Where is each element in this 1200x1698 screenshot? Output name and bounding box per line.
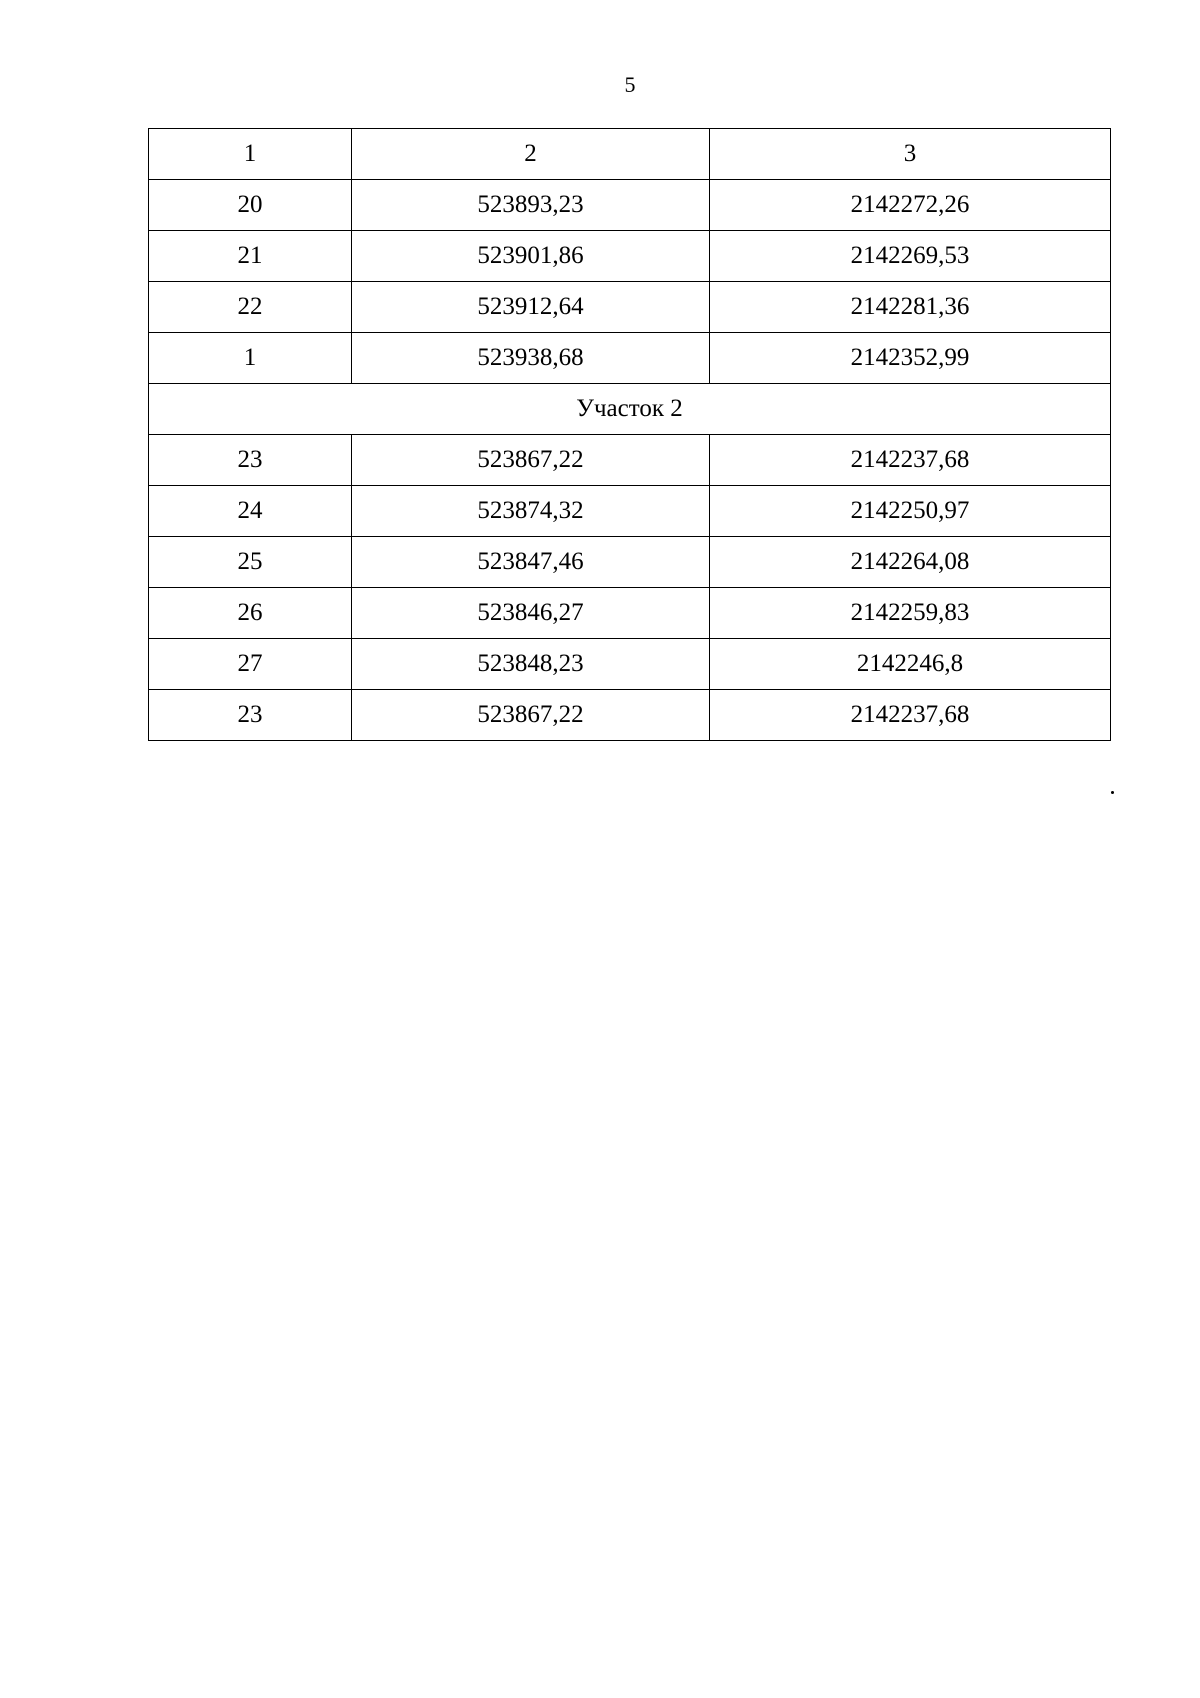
x-coordinate: 523867,22 [352, 435, 710, 486]
table-row [149, 588, 1111, 639]
x-coordinate: 523867,22 [352, 690, 710, 741]
x-coordinate: 523874,32 [352, 486, 710, 537]
y-coordinate: 2142272,26 [710, 180, 1111, 231]
y-coordinate: 2142269,53 [710, 231, 1111, 282]
point-number: 23 [149, 690, 352, 741]
column-number-1: 1 [149, 129, 352, 180]
x-coordinate: 523847,46 [352, 537, 710, 588]
point-number: 20 [149, 180, 352, 231]
table-row [149, 690, 1111, 741]
point-number: 1 [149, 333, 352, 384]
point-number: 22 [149, 282, 352, 333]
y-coordinate: 2142246,8 [710, 639, 1111, 690]
table-row [149, 537, 1111, 588]
column-number-2: 2 [352, 129, 710, 180]
table-row [149, 486, 1111, 537]
point-number: 26 [149, 588, 352, 639]
section-label: Участок 2 [149, 384, 1111, 435]
table-row [149, 639, 1111, 690]
table-header-row [149, 129, 1111, 180]
coordinates-table [148, 128, 1111, 741]
point-number: 27 [149, 639, 352, 690]
x-coordinate: 523893,23 [352, 180, 710, 231]
y-coordinate: 2142250,97 [710, 486, 1111, 537]
table-row [149, 282, 1111, 333]
point-number: 24 [149, 486, 352, 537]
x-coordinate: 523912,64 [352, 282, 710, 333]
y-coordinate: 2142352,99 [710, 333, 1111, 384]
page-number: 5 [624, 72, 636, 97]
y-coordinate: 2142281,36 [710, 282, 1111, 333]
x-coordinate: 523846,27 [352, 588, 710, 639]
point-number: 25 [149, 537, 352, 588]
table-row [149, 180, 1111, 231]
y-coordinate: 2142237,68 [710, 435, 1111, 486]
column-number-3: 3 [710, 129, 1111, 180]
y-coordinate: 2142237,68 [710, 690, 1111, 741]
y-coordinate: 2142264,08 [710, 537, 1111, 588]
point-number: 23 [149, 435, 352, 486]
table-row [149, 333, 1111, 384]
x-coordinate: 523848,23 [352, 639, 710, 690]
stray-dot-mark [1111, 791, 1114, 794]
x-coordinate: 523901,86 [352, 231, 710, 282]
table-row [149, 435, 1111, 486]
section-row [149, 384, 1111, 435]
point-number: 21 [149, 231, 352, 282]
y-coordinate: 2142259,83 [710, 588, 1111, 639]
table-row [149, 231, 1111, 282]
x-coordinate: 523938,68 [352, 333, 710, 384]
